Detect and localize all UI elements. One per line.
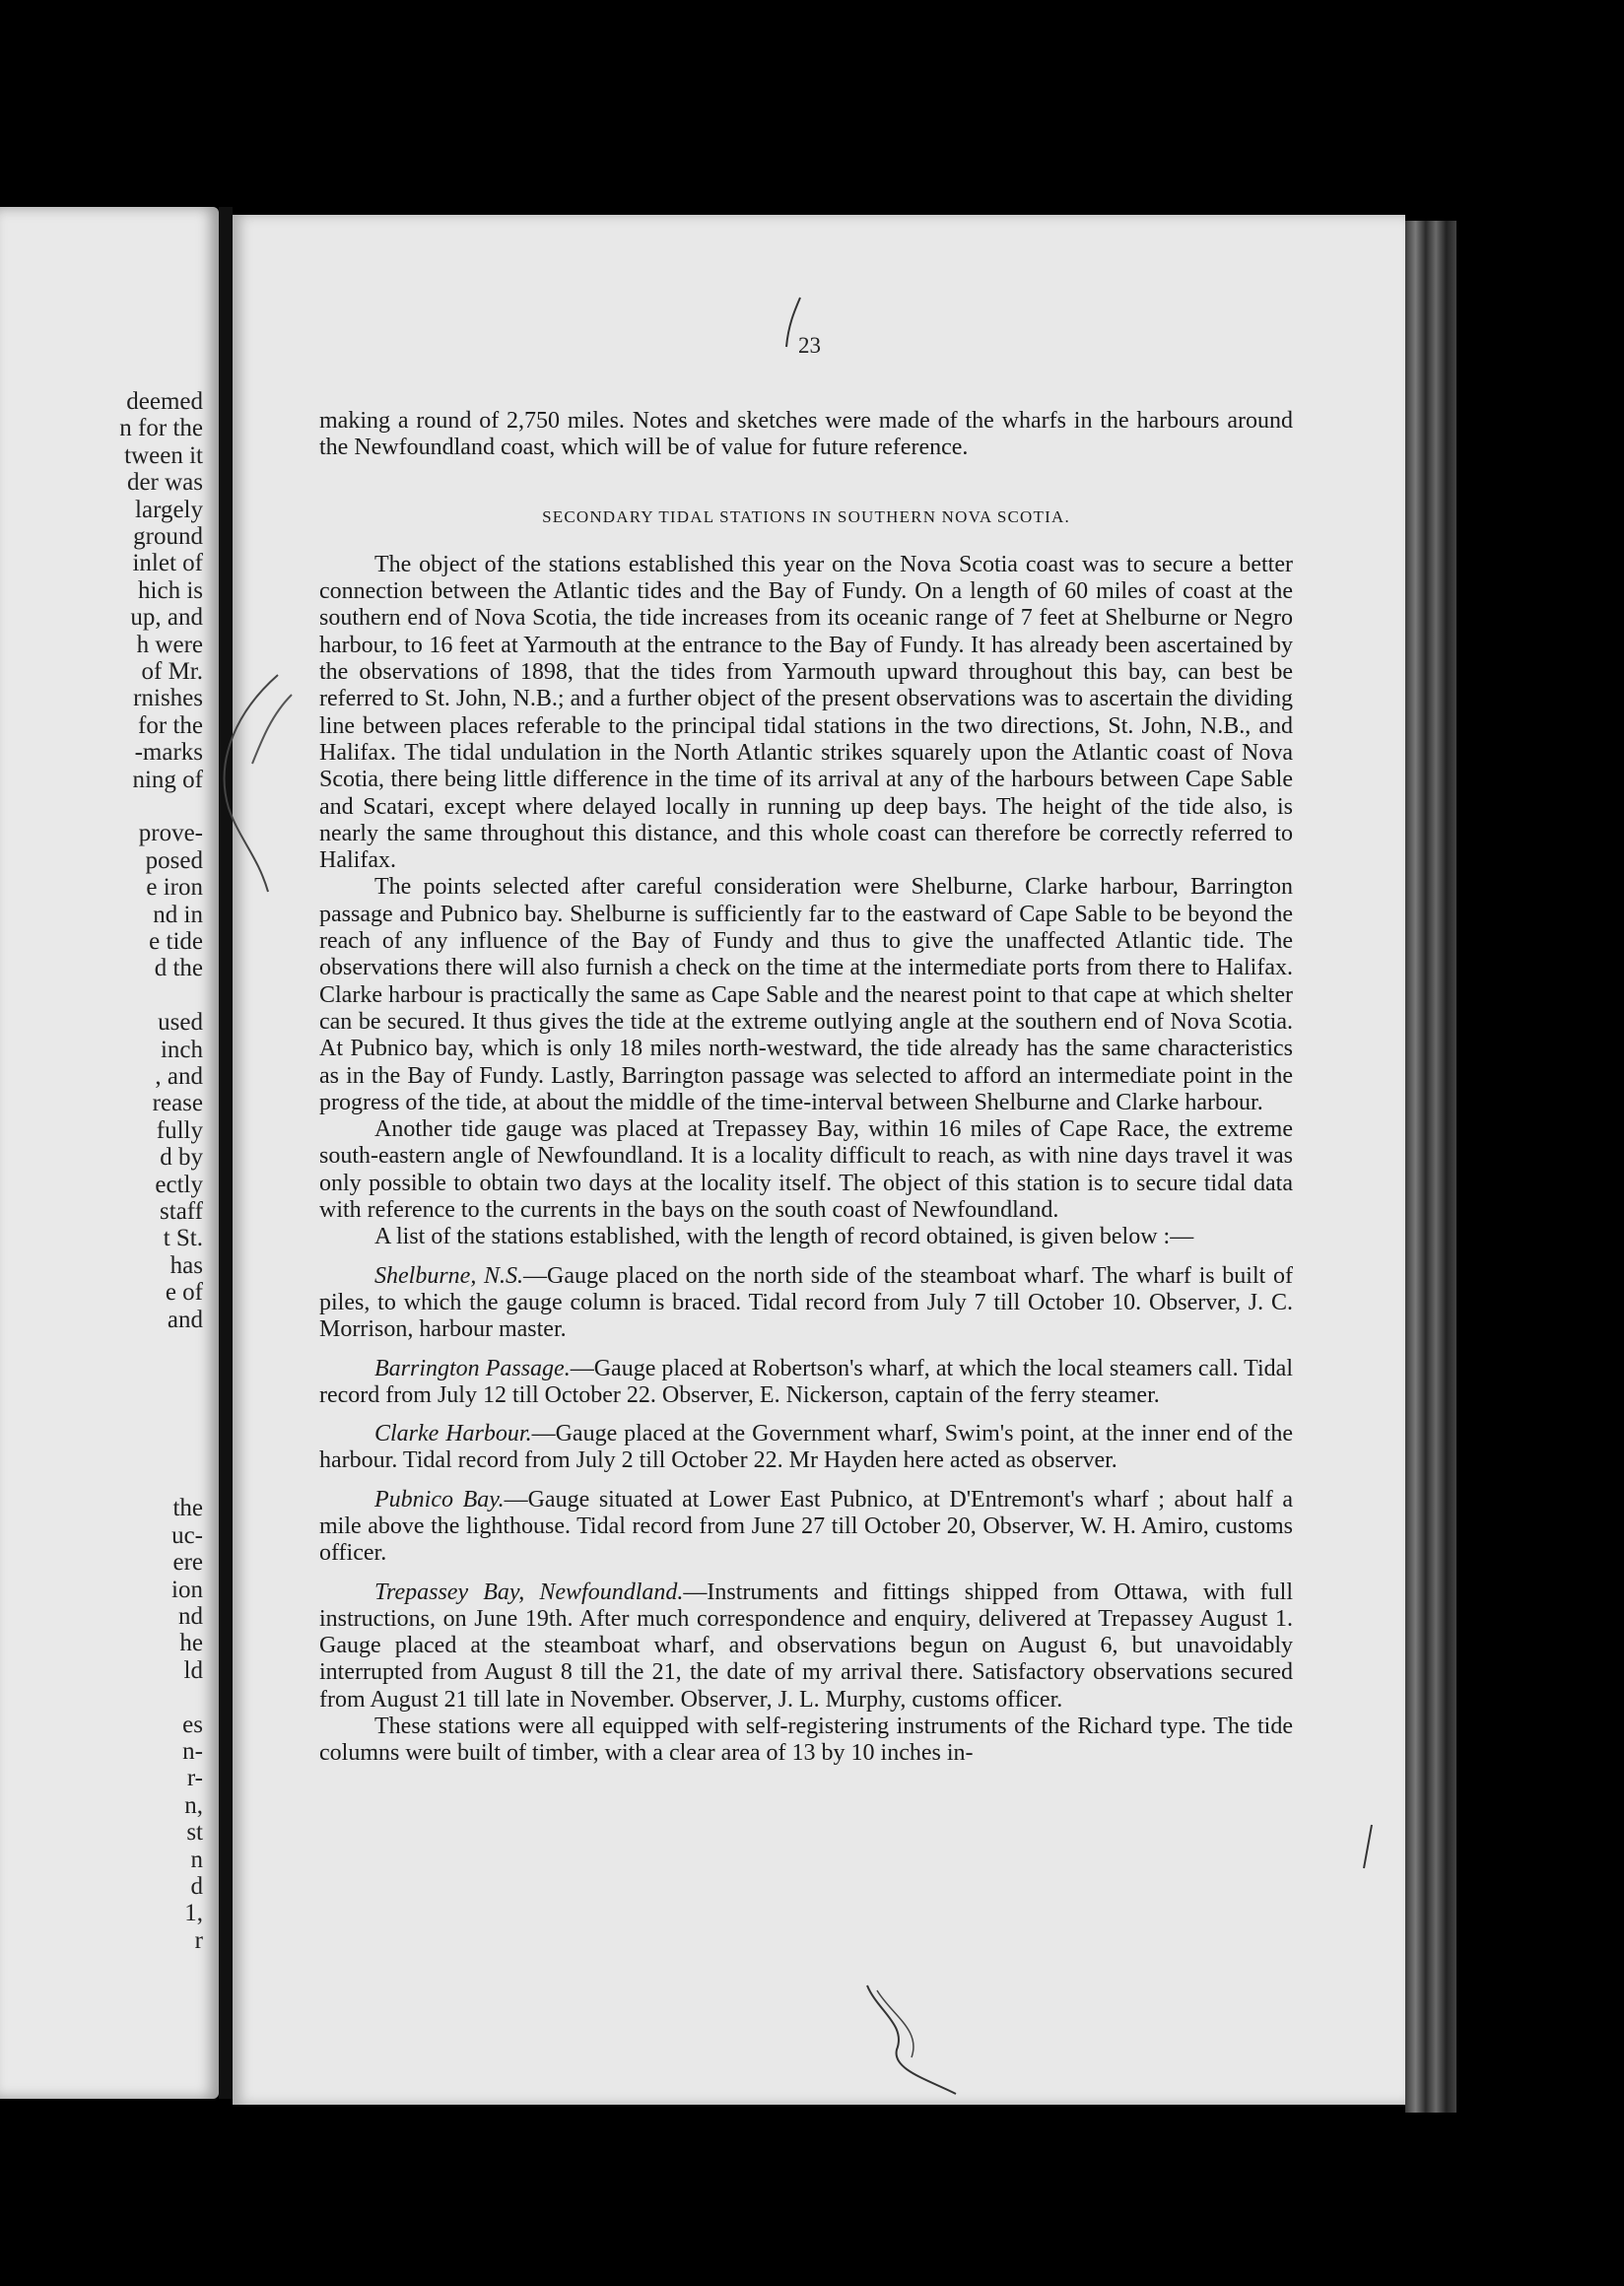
- opening-paragraph: making a round of 2,750 miles. Notes and sketches were made of the wharfs in the harbours around the Newfoundland coast, which will be of value for future reference.: [319, 408, 1293, 461]
- station-entry: [319, 1487, 1293, 1568]
- left-page-line: ld: [183, 1656, 203, 1684]
- left-page-line: nd in: [153, 901, 203, 928]
- station-name: Clarke Harbour.: [374, 1421, 532, 1447]
- left-page-line: staff: [160, 1198, 203, 1225]
- left-page-line: ectly: [155, 1171, 203, 1198]
- left-page-line: es: [182, 1711, 203, 1738]
- left-page-line: 1,: [184, 1900, 203, 1927]
- left-page-line: tween it: [124, 441, 203, 469]
- left-page-line: deemed: [126, 388, 203, 415]
- station-text: —Instruments and fittings shipped from Ottawa, with full instructions, on June 19th. After much correspondence and enquiry, delivered at Trepassey August 1. Gauge placed at the steamboat wharf, and observations begun on August 6, but unavoidably interrupted from August 8 till the 21, the date of my arrival there. Satisfactory observations secured from August 21 till late in November. Observer, J. L. Murphy, customs officer.: [319, 1579, 1293, 1713]
- left-page-line: up, and: [130, 604, 203, 632]
- closing-paragraph: These stations were all equipped with self-registering instruments of the Richard type. The tide columns were built of timber, with a clear area of 13 by 10 inches in-: [319, 1714, 1293, 1767]
- left-page-line: for the: [138, 711, 203, 739]
- left-page-line: ere: [172, 1549, 203, 1577]
- left-page-line: n-: [182, 1738, 203, 1765]
- left-page-line: rnishes: [133, 685, 203, 712]
- station-text: —Gauge situated at Lower East Pubnico, at D'Entremont's wharf ; about half a mile above the lighthouse. Tidal record from June 27 till October 20, Observer, W. H. Amiro, customs officer.: [319, 1486, 1293, 1567]
- left-page-line: ground: [133, 523, 203, 550]
- left-page-line: prove-: [138, 820, 203, 847]
- left-page-line: uc-: [171, 1521, 203, 1549]
- left-page-line: posed: [145, 846, 203, 874]
- left-page-line: hich is: [138, 576, 203, 604]
- left-page-line: used: [158, 1009, 203, 1037]
- left-page-line: der was: [126, 469, 203, 497]
- left-page-line: nd: [178, 1603, 203, 1630]
- margin-scratch-icon: [1358, 1823, 1378, 1872]
- station-entry: [319, 1263, 1293, 1344]
- left-page-fragment: [0, 207, 219, 2099]
- left-page-line: inch: [160, 1036, 203, 1063]
- book-binding: [219, 207, 233, 2099]
- left-page-line: has: [169, 1251, 203, 1279]
- section-heading: SECONDARY TIDAL STATIONS IN SOUTHERN NOVA SCOTIA.: [542, 506, 1070, 526]
- left-page-line: r: [194, 1926, 203, 1954]
- paragraph: The object of the stations established this year on the Nova Scotia coast was to secure a better connection between the Atlantic tides and the Bay of Fundy. On a length of 60 miles of coast at the southern end of Nova Scotia, the tide increases from its oceanic range of 7 feet at Shelburne or Negro harbour, to 16 feet at Yarmouth at the entrance to the Bay of Fundy. It has already been ascertained by the observations of 1898, that the tides from Yarmouth upward throughout this bay, can best be referred to St. John, N.B.; and a further object of the present observations was to ascertain the dividing line between places referable to the principal tidal stations in the two directions, St. John, N.B., and Halifax. The tidal undulation in the North Atlantic strikes squarely upon the Atlantic coast of Nova Scotia, there being little difference in the time of its arrival at any of the harbours between Cape Sable and Scatari, except where delayed locally in running up deep bays. The height of the tide also, is nearly the same throughout this distance, and this whole coast can therefore be correctly referred to Halifax.: [319, 551, 1293, 874]
- left-page-line: ion: [171, 1576, 203, 1603]
- left-page-line: e iron: [146, 874, 203, 902]
- station-text: —Gauge placed at Robertson's wharf, at which the local steamers call. Tidal record from July 12 till October 22. Observer, E. Nickerson, captain of the ferry steamer.: [319, 1355, 1293, 1408]
- margin-scratch-icon: [242, 690, 302, 769]
- station-name: Pubnico Bay.: [374, 1486, 505, 1513]
- station-name: Barrington Passage.: [374, 1355, 571, 1381]
- left-page-line: d: [190, 1873, 203, 1900]
- left-page-line: rease: [152, 1090, 203, 1117]
- station-name: Trepassey Bay, Newfoundland.: [374, 1579, 684, 1605]
- left-page-line: d by: [160, 1144, 203, 1172]
- left-page-line: of Mr.: [141, 658, 203, 685]
- left-page-line: t St.: [163, 1225, 203, 1252]
- film-scratch-icon: [847, 1981, 976, 2099]
- paragraph: A list of the stations established, with the length of record obtained, is given below :—: [374, 1224, 1194, 1250]
- paragraph: Another tide gauge was placed at Trepassey Bay, within 16 miles of Cape Race, the extreme south-eastern angle of Newfoundland. It is a locality difficult to reach, as with nine days travel it was only possible to obtain two days at the locality itself. The object of this station is to secure tidal data with reference to the currents in the bays on the south coast of Newfoundland.: [319, 1116, 1293, 1224]
- left-page-line: d the: [154, 955, 203, 982]
- left-page-line: e tide: [149, 928, 203, 955]
- left-page-line: the: [172, 1495, 203, 1522]
- left-page-line: r-: [186, 1765, 203, 1792]
- station-name: Shelburne, N.S.: [374, 1262, 524, 1289]
- left-page-line: and: [167, 1306, 203, 1333]
- page-body: [319, 408, 1293, 1768]
- left-page-line: h were: [136, 631, 203, 658]
- page-number: 23: [798, 333, 821, 358]
- left-page-line: fully: [156, 1116, 203, 1144]
- left-page-line: largely: [135, 496, 203, 523]
- left-page-line: e of: [165, 1279, 203, 1307]
- paragraph: The points selected after careful consideration were Shelburne, Clarke harbour, Barrington passage and Pubnico bay. Shelburne is sufficiently far to the eastward of Cape Sable to be beyond the reach of any influence of the Bay of Fundy and thus to give the unaffected Atlantic tide. The observations there will also furnish a check on the time at the intermediate ports from there to Halifax. Clarke harbour is practically the same as Cape Sable and the nearest point to that cape at which shelter can be secured. It thus gives the tide at the extreme outlying angle at the southern end of Nova Scotia. At Pubnico bay, which is only 18 miles north-westward, the tide already has the same characteristics as in the Bay of Fundy. Lastly, Barrington passage was selected to afford an intermediate point in the progress of the tide, at about the middle of the time-interval between Shelburne and Clarke harbour.: [319, 874, 1293, 1115]
- page-edges: [1405, 221, 1456, 2113]
- station-text: —Gauge placed on the north side of the steamboat wharf. The wharf is built of piles, to which the gauge column is braced. Tidal record from July 7 till October 10. Observer, J. C. Morrison, harbour master.: [319, 1262, 1293, 1343]
- left-page-line: n: [190, 1846, 203, 1873]
- left-page-line: he: [179, 1630, 203, 1657]
- left-page-line: inlet of: [132, 550, 203, 577]
- station-text: —Gauge placed at the Government wharf, Swim's point, at the inner end of the harbour. Tidal record from July 2 till October 22. Mr Hayden here acted as observer.: [319, 1421, 1293, 1474]
- left-page-line: n for the: [119, 415, 203, 442]
- left-page-line: , and: [155, 1063, 203, 1090]
- left-page-line: n,: [184, 1791, 203, 1819]
- station-entry: [319, 1421, 1293, 1475]
- station-entry: [319, 1356, 1293, 1410]
- left-page-line: ning of: [132, 766, 203, 793]
- station-entry: [319, 1580, 1293, 1714]
- left-page-line: st: [186, 1819, 203, 1847]
- left-page-line: -marks: [134, 739, 203, 767]
